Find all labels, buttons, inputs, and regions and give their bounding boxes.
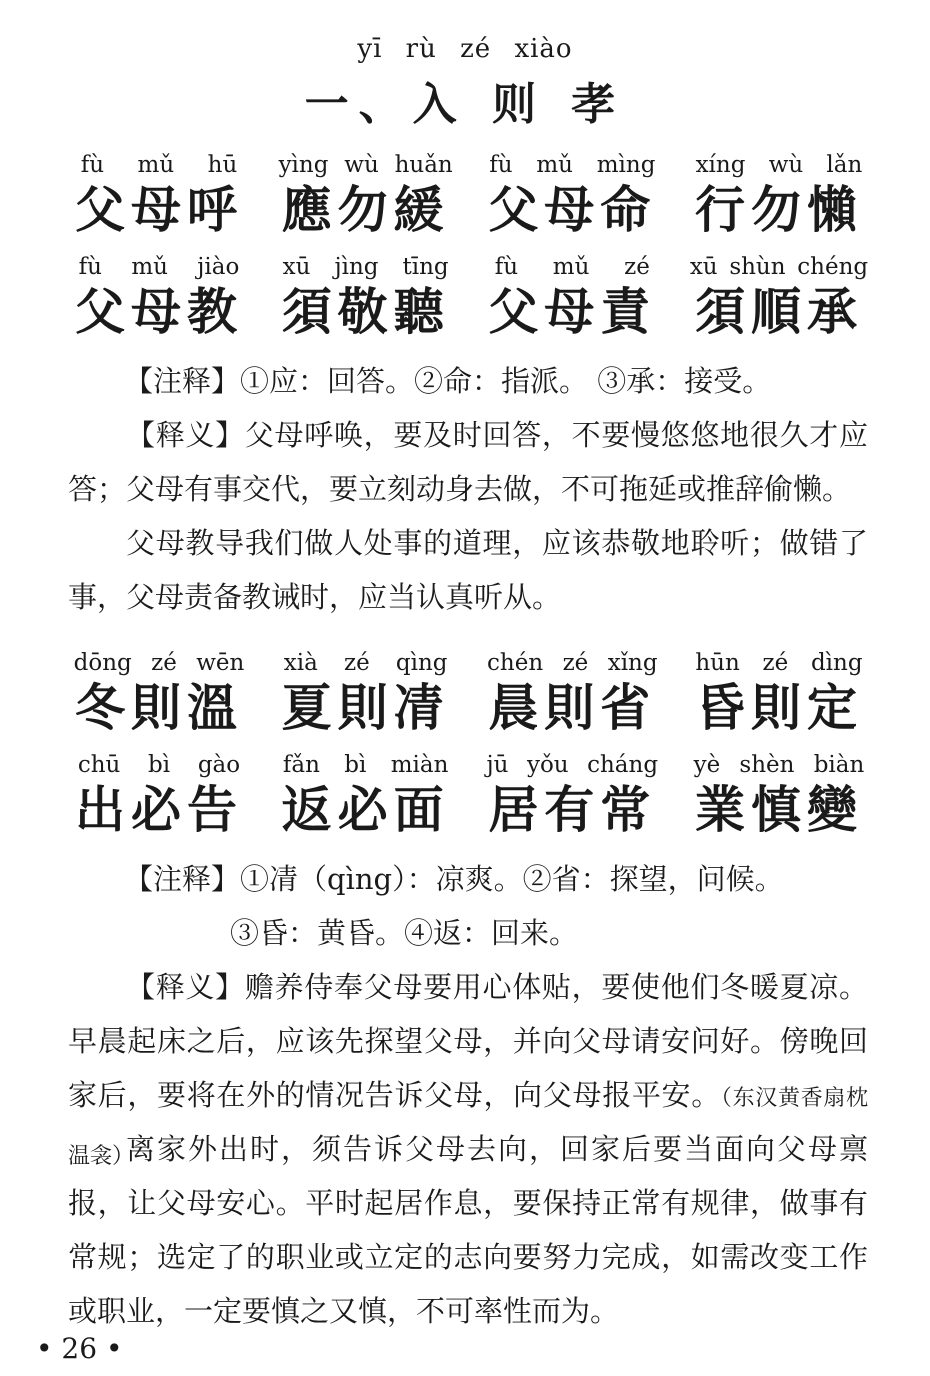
phrase-pinyin: fù mǔ jiào (78, 254, 240, 280)
phrase (271, 750, 461, 846)
phrase (684, 252, 874, 348)
phrase-pinyin: chén zé xǐng (487, 650, 658, 676)
explanation-2-paragraph-2: 离家外出时，须告诉父母去向，回家后要当面向父母禀报，让父母安心。平时起居作息，要保持正常有规律，做事有常规；选定了的职业或立定的志向要努力完成，如需改变工作或职业，一定要慎之又慎，不可率性而为。 (68, 1132, 868, 1328)
phrase-characters: 應勿緩 (281, 180, 450, 239)
phrase-characters: 居有常 (488, 780, 657, 839)
phrase (477, 750, 667, 846)
verse-2-row-1 (64, 648, 874, 744)
phrase-pinyin: xū shùn chéng (689, 254, 869, 280)
phrase-characters: 昏則定 (694, 678, 863, 737)
annotation-2 (124, 852, 874, 906)
phrase-characters: 冬則溫 (75, 678, 243, 737)
phrase (477, 648, 667, 744)
explanation-text: 父母呼唤，要及时回答，不要慢悠悠地很久才应答；父母有事交代，要立刻动身去做，不可拖延或推辞偷懒。 (68, 418, 868, 506)
phrase-pinyin: xū jìng tīng (282, 254, 449, 280)
phrase-characters: 父母呼 (75, 180, 243, 239)
phrase (271, 252, 461, 348)
explanation-label: 【释义】 (126, 418, 245, 452)
phrase-pinyin: xíng wù lǎn (695, 152, 863, 178)
phrase (684, 648, 874, 744)
phrase-characters: 須順承 (694, 282, 863, 341)
phrase (477, 150, 667, 246)
explanation-label: 【释义】 (126, 970, 245, 1004)
annotation-2-line-2: ③昏：黄昏。④返：回来。 (230, 916, 579, 950)
phrase-pinyin: jū yǒu cháng (486, 752, 659, 778)
phrase-characters: 返必面 (281, 780, 450, 839)
phrase-characters: 父母責 (488, 282, 657, 341)
phrase-pinyin: hūn zé dìng (695, 650, 863, 676)
phrase-characters: 須敬聽 (281, 282, 450, 341)
phrase-characters: 父母教 (75, 282, 243, 341)
phrase (271, 648, 461, 744)
phrase-pinyin: chū bì gào (77, 752, 241, 778)
phrase (477, 252, 667, 348)
explanation-1-paragraph-2: 父母教导我们做人处事的道理，应该恭敬地聆听；做错了事，父母责备教诫时，应当认真听从。 (68, 526, 868, 614)
phrase-pinyin: xià zé qìng (283, 650, 448, 676)
verse-1-row-2 (64, 252, 874, 348)
phrase (64, 648, 254, 744)
phrase (64, 750, 254, 846)
explanation-text: 赡养侍奉父母要用心体贴，要使他们冬暖夏凉。早晨起床之后，应该先探望父母，并向父母请安问好。傍晚回家后，要将在外的情况告诉父母，向父母报平安。 (68, 970, 868, 1112)
phrase (64, 150, 254, 246)
page-number: • 26 • (36, 1332, 123, 1365)
phrase-pinyin: fù mǔ zé (494, 254, 650, 280)
phrase-pinyin: dōng zé wēn (73, 650, 245, 676)
phrase (271, 150, 461, 246)
verse-1-row-1 (64, 150, 874, 246)
phrase-pinyin: yìng wù huǎn (278, 152, 453, 178)
phrase-pinyin: fù mǔ mìng (489, 152, 656, 178)
annotation-1 (124, 354, 874, 408)
phrase-characters: 夏則凊 (281, 678, 450, 737)
phrase-characters: 業慎變 (694, 780, 863, 839)
phrase-characters: 父母命 (488, 180, 657, 239)
phrase (64, 252, 254, 348)
phrase (684, 150, 874, 246)
phrase-pinyin: fǎn bì miàn (282, 752, 449, 778)
title-pinyin: yī rù zé xiào (357, 34, 573, 64)
section-title: 一、入 则 孝 (304, 79, 626, 130)
phrase-pinyin: yè shèn biàn (693, 752, 865, 778)
annotation-text: ①凊（qìng）：凉爽。②省：探望，问候。 (240, 862, 784, 896)
verse-2-row-2 (64, 750, 874, 846)
annotation-label: 【注释】 (124, 364, 241, 398)
phrase-pinyin: fù mǔ hū (80, 152, 238, 178)
phrase-characters: 行勿懶 (694, 180, 863, 239)
phrase-characters: 出必告 (75, 780, 243, 839)
explanation-1 (68, 408, 868, 516)
explanation-aside: （东汉黄香扇枕温衾） (68, 1086, 868, 1169)
phrase (684, 750, 874, 846)
annotation-text: ①应：回答。②命：指派。 ③承：接受。 (240, 364, 772, 398)
annotation-label: 【注释】 (124, 862, 241, 896)
phrase-characters: 晨則省 (488, 678, 657, 737)
